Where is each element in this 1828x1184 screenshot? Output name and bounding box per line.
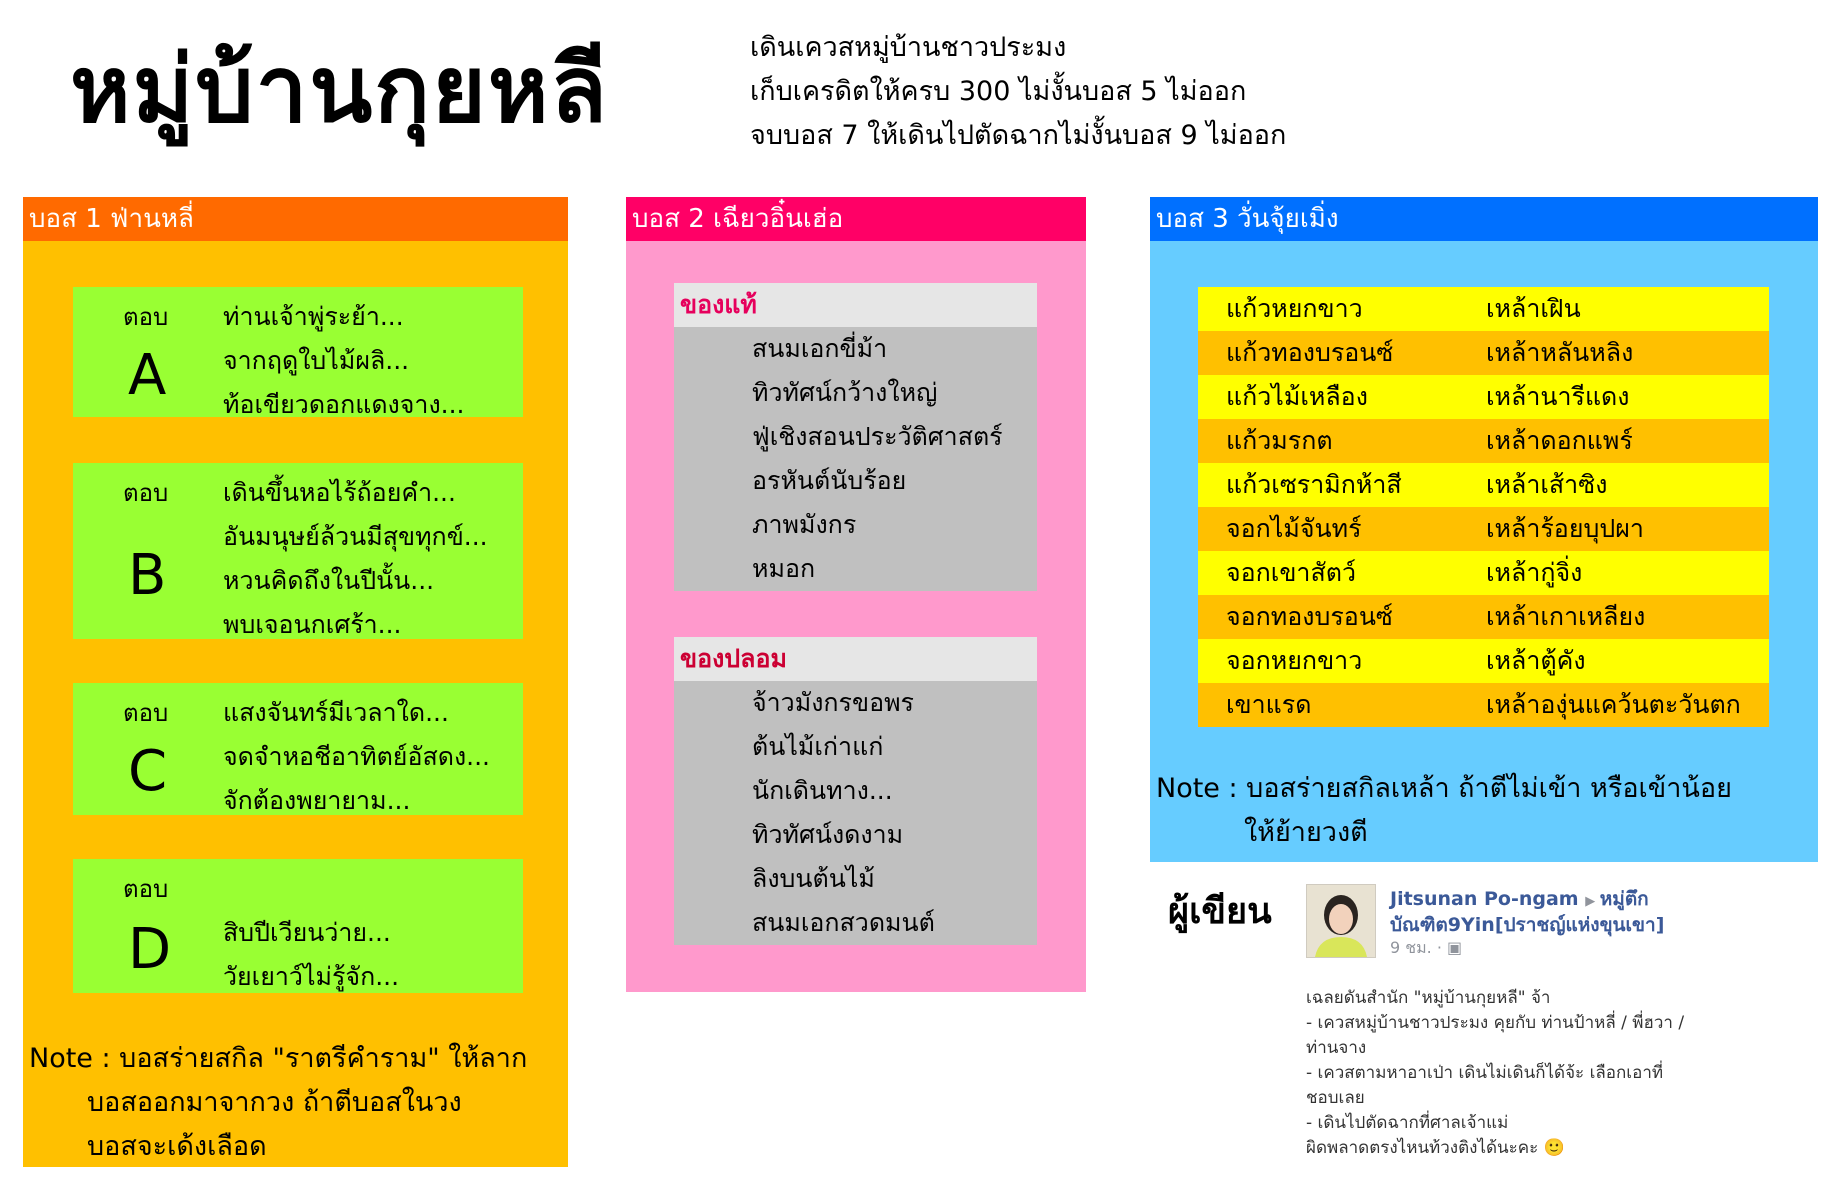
post-line: - เควสหมู่บ้านชาวประมง คุยกับ ท่านป้าหลี่ / พี่ฮวา / <box>1306 1013 1685 1033</box>
list-item: อรหันต์นับร้อย <box>752 466 907 495</box>
real-items-list <box>674 283 1037 591</box>
post-line: ผิดพลาดตรงไหนท้วงติงได้นะคะ 🙂 <box>1306 1138 1565 1158</box>
post-group-name-line2[interactable]: บัณฑิต9Yin[ปราชญ์แห่งขุนเขา] <box>1390 914 1665 936</box>
list-item: สนมเอกสวดมนต์ <box>752 908 935 937</box>
boss2-panel <box>626 197 1086 992</box>
post-line: - เควสตามหาอาเป่า เดินไม่เดินก็ได้จ้ะ เลือกเอาที่ <box>1306 1063 1664 1083</box>
real-items-title: ของแท้ <box>674 283 1037 327</box>
table-row <box>1198 331 1769 375</box>
answer-box-a <box>73 287 523 417</box>
wine-cell: เหล้าดอกแพร์ <box>1486 426 1633 455</box>
answer-line: ท้อเขียวดอกแดงจาง... <box>223 390 465 419</box>
wine-cell: เหล้าร้อยบุปผา <box>1486 514 1644 543</box>
cup-cell: แก้วมรกต <box>1226 426 1333 455</box>
answer-box-c <box>73 683 523 815</box>
cup-cell: จอกเขาสัตว์ <box>1226 558 1357 587</box>
table-row <box>1198 507 1769 551</box>
answer-line: จากฤดูใบไม้ผลิ... <box>223 346 410 375</box>
answer-line: วัยเยาว์ไม่รู้จัก... <box>223 962 400 991</box>
cup-cell: จอกทองบรอนซ์ <box>1226 602 1393 631</box>
answer-word: ตอบ <box>123 479 169 507</box>
cup-wine-table <box>1198 287 1769 727</box>
wine-cell: เหล้าหลันหลิง <box>1486 338 1634 367</box>
table-row <box>1198 595 1769 639</box>
post-line: - เดินไปตัดฉากที่ศาลเจ้าแม่ <box>1306 1113 1509 1133</box>
answer-word: ตอบ <box>123 875 169 903</box>
answer-box-d <box>73 859 523 993</box>
intro-text <box>750 26 1286 158</box>
wine-cell: เหล้าเส้าซิง <box>1486 470 1608 499</box>
answer-line: หวนคิดถึงในปีนั้น... <box>223 566 435 595</box>
wine-cell: เหล้าเกาเหลียง <box>1486 602 1646 631</box>
table-row <box>1198 551 1769 595</box>
fake-items-list <box>674 637 1037 945</box>
post-author-name[interactable]: Jitsunan Po-ngam <box>1390 888 1579 910</box>
post-meta <box>1390 936 1462 961</box>
boss1-panel <box>23 197 568 1167</box>
table-row <box>1198 419 1769 463</box>
answer-line: พบเจอนกเศร้า... <box>223 610 402 639</box>
intro-line: จบบอส 7 ให้เดินไปตัดฉากไม่งั้นบอส 9 ไม่ออก <box>750 120 1287 151</box>
answer-letter: C <box>128 739 168 804</box>
cup-cell: แก้วทองบรอนซ์ <box>1226 338 1394 367</box>
post-line: เฉลยดันสำนัก "หมู่บ้านกุยหลี" จ้า <box>1306 988 1551 1008</box>
answer-letter: A <box>128 343 167 408</box>
cup-cell: เขาแรด <box>1226 690 1312 719</box>
privacy-icon: ▣ <box>1447 938 1463 957</box>
table-row <box>1198 639 1769 683</box>
answer-letter: D <box>128 917 172 982</box>
list-item: หมอก <box>752 554 816 583</box>
note-line: ให้ย้ายวงตี <box>1244 817 1368 848</box>
table-row <box>1198 287 1769 331</box>
post-time[interactable]: 9 ชม. · <box>1390 938 1448 957</box>
wine-cell: เหล้าเฝิน <box>1486 294 1581 323</box>
boss3-header: บอส 3 วั่นจุ้ยเมิ่ง <box>1150 197 1818 241</box>
cup-cell: แก้วเซรามิกห้าสี <box>1226 470 1402 499</box>
triangle-right-icon: ▶ <box>1585 894 1600 909</box>
avatar[interactable] <box>1306 884 1376 958</box>
author-label: ผู้เขียน <box>1168 891 1272 932</box>
boss3-note <box>1156 767 1732 855</box>
person-icon <box>1307 885 1375 957</box>
wine-cell: เหล้านารีแดง <box>1486 382 1630 411</box>
list-item: สนมเอกขี่ม้า <box>752 334 888 363</box>
post-line: ท่านจาง <box>1306 1038 1367 1058</box>
note-line: Note : บอสร่ายสกิลเหล้า ถ้าตีไม่เข้า หรือเข้าน้อย <box>1156 773 1732 804</box>
page-title: หมู่บ้านกุยหลี <box>70 36 609 143</box>
table-row <box>1198 375 1769 419</box>
list-item: ทิวทัศน์กว้างใหญ่ <box>752 378 938 407</box>
list-item: จ้าวมังกรขอพร <box>752 688 914 717</box>
answer-line: เดินขึ้นหอไร้ถ้อยคำ... <box>223 478 456 507</box>
table-row <box>1198 463 1769 507</box>
boss3-panel <box>1150 197 1818 862</box>
intro-line: เก็บเครดิตให้ครบ 300 ไม่งั้นบอส 5 ไม่ออก <box>750 76 1247 107</box>
boss1-header: บอส 1 ฟ่านหลี่ <box>23 197 568 241</box>
answer-word: ตอบ <box>123 303 169 331</box>
answer-line: สิบปีเวียนว่าย... <box>223 918 391 947</box>
answer-line <box>223 867 399 911</box>
table-row <box>1198 683 1769 727</box>
list-item: ทิวทัศน์งดงาม <box>752 820 904 849</box>
answer-box-b <box>73 463 523 639</box>
post-line: ชอบเลย <box>1306 1088 1365 1108</box>
answer-line: จดจำหอชีอาทิตย์อัสดง... <box>223 742 491 771</box>
cup-cell: แก้วไม้เหลือง <box>1226 382 1368 411</box>
list-item: ฟู่เชิงสอนประวัติศาสตร์ <box>752 422 1003 451</box>
note-line: บอสจะเด้งเลือด <box>87 1131 267 1162</box>
answer-line: ท่านเจ้าพู่ระย้า... <box>223 302 404 331</box>
list-item: ภาพมังกร <box>752 510 857 539</box>
answer-line: อันมนุษย์ล้วนมีสุขทุกข์... <box>223 522 488 551</box>
answer-line: จักต้องพยายาม... <box>223 786 411 815</box>
intro-line: เดินเควสหมู่บ้านชาวประมง <box>750 32 1067 63</box>
wine-cell: เหล้าองุ่นแคว้นตะวันตก <box>1486 690 1741 719</box>
boss1-note <box>29 1037 527 1169</box>
answer-line: แสงจันทร์มีเวลาใด... <box>223 698 449 727</box>
note-line: Note : บอสร่ายสกิล "ราตรีคำราม" ให้ลาก <box>29 1043 528 1074</box>
answer-letter: B <box>128 543 167 608</box>
cup-cell: แก้วหยกขาว <box>1226 294 1363 323</box>
post-body <box>1306 986 1766 1161</box>
cup-cell: จอกหยกขาว <box>1226 646 1363 675</box>
wine-cell: เหล้าตู้คัง <box>1486 646 1586 675</box>
boss2-header: บอส 2 เฉียวอิ๋นเฮ่อ <box>626 197 1086 241</box>
cup-cell: จอกไม้จันทร์ <box>1226 514 1362 543</box>
note-line: บอสออกมาจากวง ถ้าตีบอสในวง <box>87 1087 462 1118</box>
answer-word: ตอบ <box>123 699 169 727</box>
wine-cell: เหล้ากู่จิ่ง <box>1486 558 1583 587</box>
post-group-name[interactable]: หมู่ตึก <box>1599 888 1649 910</box>
list-item: ลิงบนต้นไม้ <box>752 864 875 893</box>
list-item: ต้นไม้เก่าแก่ <box>752 732 884 761</box>
fake-items-title: ของปลอม <box>674 637 1037 681</box>
list-item: นักเดินทาง... <box>752 776 893 805</box>
